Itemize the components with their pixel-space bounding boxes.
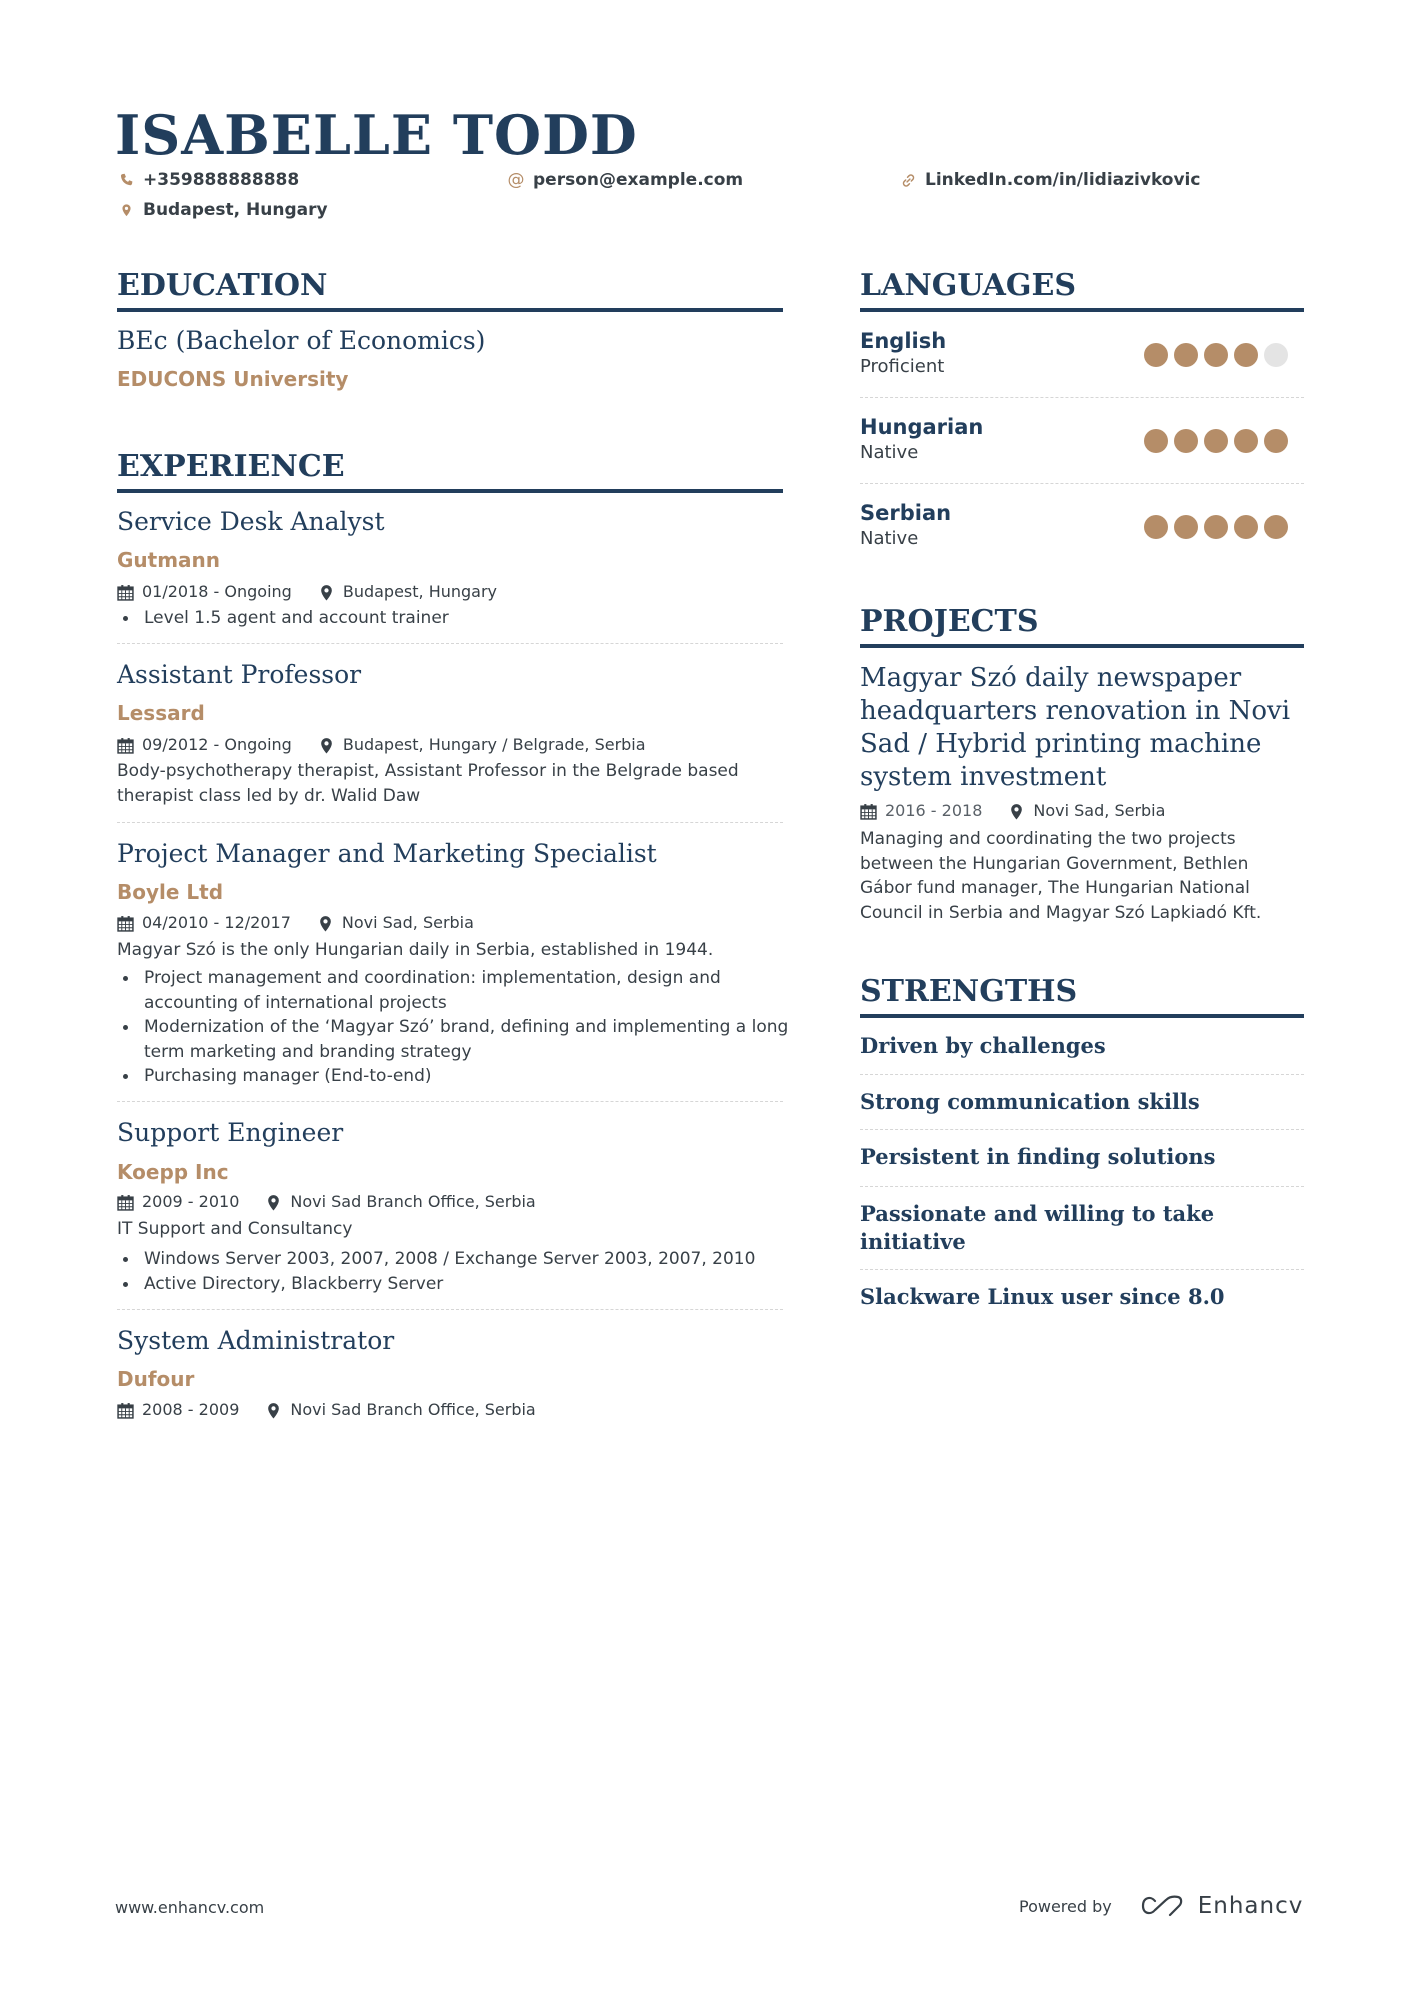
divider xyxy=(860,1074,1304,1075)
rating-dot-filled xyxy=(1264,429,1288,453)
experience-location: Novi Sad Branch Office, Serbia xyxy=(290,1192,536,1211)
language-name: Serbian xyxy=(860,501,952,525)
experience-description: Magyar Szó is the only Hungarian daily in Serbia, established in 1944. xyxy=(117,940,714,960)
education-school: EDUCONS University xyxy=(117,367,349,391)
bullet-item: Active Directory, Blackberry Server xyxy=(144,1272,810,1297)
divider xyxy=(860,1129,1304,1130)
location-pin-icon xyxy=(265,1402,282,1419)
rating-dot-filled xyxy=(1144,515,1168,539)
experience-role: System Administrator xyxy=(117,1326,395,1355)
rating-dot-filled xyxy=(1234,515,1258,539)
experience-meta xyxy=(117,734,783,756)
phone-icon xyxy=(117,171,135,189)
language-name: English xyxy=(860,329,947,353)
section-title-projects: PROJECTS xyxy=(860,602,1304,648)
location-pin-icon xyxy=(317,915,334,932)
bullet-item: Windows Server 2003, 2007, 2008 / Exchange Server 2003, 2007, 2010 xyxy=(144,1247,810,1272)
calendar-icon xyxy=(860,803,877,820)
language-item xyxy=(860,413,1304,469)
language-level: Native xyxy=(860,442,919,463)
project-description: Managing and coordinating the two projects between the Hungarian Government, Bethlen Gábor fund manager, The Hungarian National Council in Serbia and Magyar Szó Lapkiadó Kft. xyxy=(860,829,1262,923)
rating-dot-filled xyxy=(1174,429,1198,453)
strength-item: Driven by challenges xyxy=(860,1033,1106,1058)
powered-by-label: Powered by xyxy=(1019,1896,1112,1916)
experience-dates: 2009 - 2010 xyxy=(142,1192,240,1211)
experience-company: Dufour xyxy=(117,1367,195,1391)
bullet-item: Level 1.5 agent and account trainer xyxy=(144,606,810,631)
contact-location xyxy=(117,199,328,221)
rating-dot-filled xyxy=(1204,515,1228,539)
experience-company: Boyle Ltd xyxy=(117,880,224,904)
experience-dates: 04/2010 - 12/2017 xyxy=(142,913,291,932)
footer-powered-by xyxy=(1019,1893,1303,1919)
experience-bullets xyxy=(117,966,810,1089)
rating-dot-filled xyxy=(1234,343,1258,367)
location-pin-icon xyxy=(318,737,335,754)
calendar-icon xyxy=(117,915,134,932)
location-pin-icon xyxy=(265,1194,282,1211)
rating-dot-empty xyxy=(1264,343,1288,367)
divider xyxy=(117,1101,783,1102)
experience-location: Budapest, Hungary xyxy=(342,582,498,601)
language-rating xyxy=(1144,515,1288,539)
contact-email xyxy=(507,169,743,191)
location-pin-icon xyxy=(318,584,335,601)
enhancv-brand: Enhancv xyxy=(1197,1893,1304,1919)
location-pin-icon xyxy=(117,201,135,219)
enhancv-logo-icon xyxy=(1140,1893,1186,1919)
strength-item: Slackware Linux user since 8.0 xyxy=(860,1284,1225,1309)
contact-linkedin xyxy=(899,169,1200,191)
experience-role: Project Manager and Marketing Specialist xyxy=(117,839,657,868)
divider xyxy=(860,483,1304,484)
experience-location: Budapest, Hungary / Belgrade, Serbia xyxy=(342,735,646,754)
divider xyxy=(117,1309,783,1310)
experience-meta xyxy=(117,1191,783,1213)
section-title-strengths: STRENGTHS xyxy=(860,972,1304,1018)
bullet-item: Purchasing manager (End-to-end) xyxy=(144,1064,810,1089)
linkedin-text[interactable]: LinkedIn.com/in/lidiazivkovic xyxy=(925,170,1201,190)
rating-dot-filled xyxy=(1144,429,1168,453)
calendar-icon xyxy=(117,584,134,601)
experience-role: Assistant Professor xyxy=(117,660,362,689)
experience-dates: 09/2012 - Ongoing xyxy=(142,735,292,754)
project-meta xyxy=(860,800,1304,822)
language-rating xyxy=(1144,343,1288,367)
language-level: Native xyxy=(860,528,919,549)
divider xyxy=(860,397,1304,398)
link-icon xyxy=(899,171,917,189)
language-item xyxy=(860,327,1304,383)
divider xyxy=(860,1269,1304,1270)
email-text[interactable]: person@example.com xyxy=(533,170,744,190)
rating-dot-filled xyxy=(1174,515,1198,539)
calendar-icon xyxy=(117,1402,134,1419)
section-title-languages: LANGUAGES xyxy=(860,266,1304,312)
divider xyxy=(117,643,783,644)
candidate-name: ISABELLE TODD xyxy=(115,103,638,167)
rating-dot-filled xyxy=(1204,429,1228,453)
bullet-item: Modernization of the ‘Magyar Szó’ brand, defining and implementing a long term marketing and branding strategy xyxy=(144,1015,810,1064)
experience-description: Body-psychotherapy therapist, Assistant Professor in the Belgrade based therapist class led by dr. Walid Daw xyxy=(117,761,739,806)
language-level: Proficient xyxy=(860,356,945,377)
rating-dot-filled xyxy=(1234,429,1258,453)
experience-meta xyxy=(117,1399,783,1421)
strength-item: Strong communication skills xyxy=(860,1089,1200,1114)
at-icon: @ xyxy=(507,170,525,190)
strength-item: Persistent in finding solutions xyxy=(860,1144,1216,1169)
experience-company: Lessard xyxy=(117,701,205,725)
rating-dot-filled xyxy=(1264,515,1288,539)
phone-text[interactable]: +359888888888 xyxy=(143,170,300,190)
project-title: Magyar Szó daily newspaper headquarters renovation in Novi Sad / Hybrid printing machine system investment xyxy=(860,663,1291,792)
experience-dates: 01/2018 - Ongoing xyxy=(142,582,292,601)
language-item xyxy=(860,499,1304,555)
experience-location: Novi Sad Branch Office, Serbia xyxy=(290,1400,536,1419)
divider xyxy=(117,822,783,823)
project-location: Novi Sad, Serbia xyxy=(1033,801,1166,820)
calendar-icon xyxy=(117,737,134,754)
experience-dates: 2008 - 2009 xyxy=(142,1400,240,1419)
experience-meta xyxy=(117,581,783,603)
strength-item: Passionate and willing to take initiative xyxy=(860,1201,1215,1254)
experience-role: Support Engineer xyxy=(117,1118,344,1147)
experience-description: IT Support and Consultancy xyxy=(117,1219,353,1239)
experience-bullets xyxy=(117,606,810,631)
rating-dot-filled xyxy=(1204,343,1228,367)
experience-bullets xyxy=(117,1247,810,1296)
experience-company: Koepp Inc xyxy=(117,1160,229,1184)
footer-website[interactable]: www.enhancv.com xyxy=(115,1898,265,1917)
location-pin-icon xyxy=(1008,803,1025,820)
location-text: Budapest, Hungary xyxy=(143,200,328,220)
education-degree: BEc (Bachelor of Economics) xyxy=(117,326,486,355)
experience-meta xyxy=(117,912,783,934)
section-title-experience: EXPERIENCE xyxy=(117,447,783,493)
language-rating xyxy=(1144,429,1288,453)
experience-location: Novi Sad, Serbia xyxy=(341,913,474,932)
section-title-education: EDUCATION xyxy=(117,266,783,312)
rating-dot-filled xyxy=(1144,343,1168,367)
rating-dot-filled xyxy=(1174,343,1198,367)
bullet-item: Project management and coordination: implementation, design and accounting of international projects xyxy=(144,966,810,1015)
project-dates: 2016 - 2018 xyxy=(885,801,983,820)
contact-phone xyxy=(117,169,299,191)
calendar-icon xyxy=(117,1194,134,1211)
divider xyxy=(860,1186,1304,1187)
experience-company: Gutmann xyxy=(117,548,221,572)
language-name: Hungarian xyxy=(860,415,984,439)
experience-role: Service Desk Analyst xyxy=(117,507,385,536)
